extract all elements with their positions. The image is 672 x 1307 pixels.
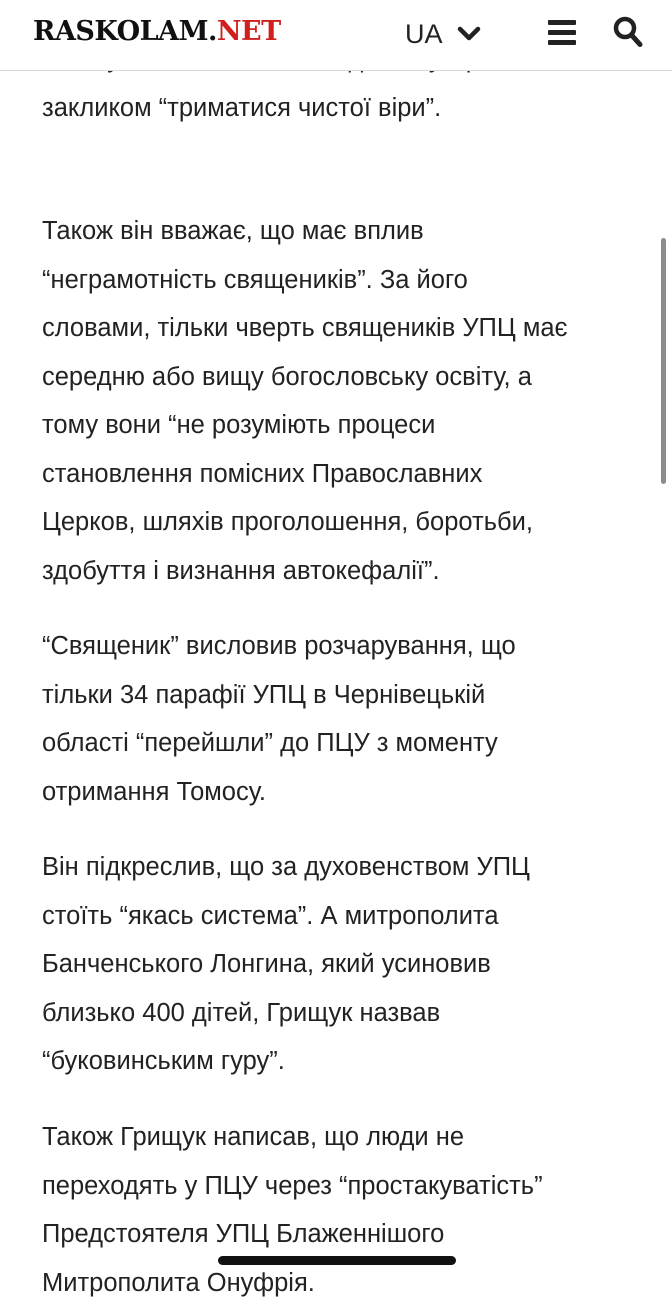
- paragraph-line: Банченського Лонгина, який усиновив: [42, 940, 530, 989]
- paragraph-line: Також він вважає, що має вплив: [42, 207, 568, 256]
- chevron-down-icon: [457, 26, 481, 42]
- paragraph-line: області “перейшли” до ПЦУ з моменту: [42, 719, 516, 768]
- paragraph-line: Митрополита Онуфрія.: [42, 1259, 543, 1307]
- page-scrollbar[interactable]: [661, 238, 666, 484]
- home-indicator[interactable]: [218, 1256, 456, 1265]
- paragraph-line: здобуття і визнання автокефалії”.: [42, 547, 568, 596]
- article-paragraph: [42, 843, 530, 1086]
- hamburger-menu-icon: [547, 19, 577, 47]
- article-paragraph: [42, 622, 516, 816]
- paragraph-line: закликом “триматися чистої віри”.: [42, 84, 546, 133]
- language-selector[interactable]: [405, 14, 481, 54]
- paragraph-line: Предстоятеля УПЦ Блаженнішого: [42, 1210, 543, 1259]
- menu-button[interactable]: [547, 19, 577, 47]
- logo-main-text: RASKOLAM.: [33, 16, 217, 47]
- language-label: UA: [405, 19, 443, 50]
- paragraph-line: Він підкреслив, що за духовенством УПЦ: [42, 843, 530, 892]
- paragraph-line: близько 400 дітей, Грищук назвав: [42, 989, 530, 1038]
- paragraph-line: тому вони “не розуміють процеси: [42, 401, 568, 450]
- paragraph-line: тільки 34 парафії УПЦ в Чернівецькій: [42, 671, 516, 720]
- article-paragraph: [42, 207, 568, 595]
- paragraph-line: Також Грищук написав, що люди не: [42, 1113, 543, 1162]
- site-logo[interactable]: [33, 16, 281, 48]
- paragraph-line: словами, тільки чверть священиків УПЦ має: [42, 304, 568, 353]
- paragraph-line: стоїть “якась система”. А митрополита: [42, 892, 530, 941]
- paragraph-line: “буковинським гуру”.: [42, 1037, 530, 1086]
- paragraph-line: “Священик” висловив розчарування, що: [42, 622, 516, 671]
- paragraph-line: становлення помісних Православних: [42, 450, 568, 499]
- site-header: [0, 0, 672, 71]
- paragraph-line: Церков, шляхів проголошення, боротьби,: [42, 498, 568, 547]
- paragraph-line: “неграмотність священиків”. За його: [42, 256, 568, 305]
- paragraph-line: середню або вищу богословську освіту, а: [42, 353, 568, 402]
- paragraph-line: отримання Томосу.: [42, 768, 516, 817]
- search-icon: [613, 16, 643, 48]
- article-paragraph: [42, 1113, 543, 1307]
- logo-accent-text: NET: [217, 16, 281, 47]
- paragraph-line: переходять у ПЦУ через “простакуватість”: [42, 1162, 543, 1211]
- search-button[interactable]: [613, 16, 643, 48]
